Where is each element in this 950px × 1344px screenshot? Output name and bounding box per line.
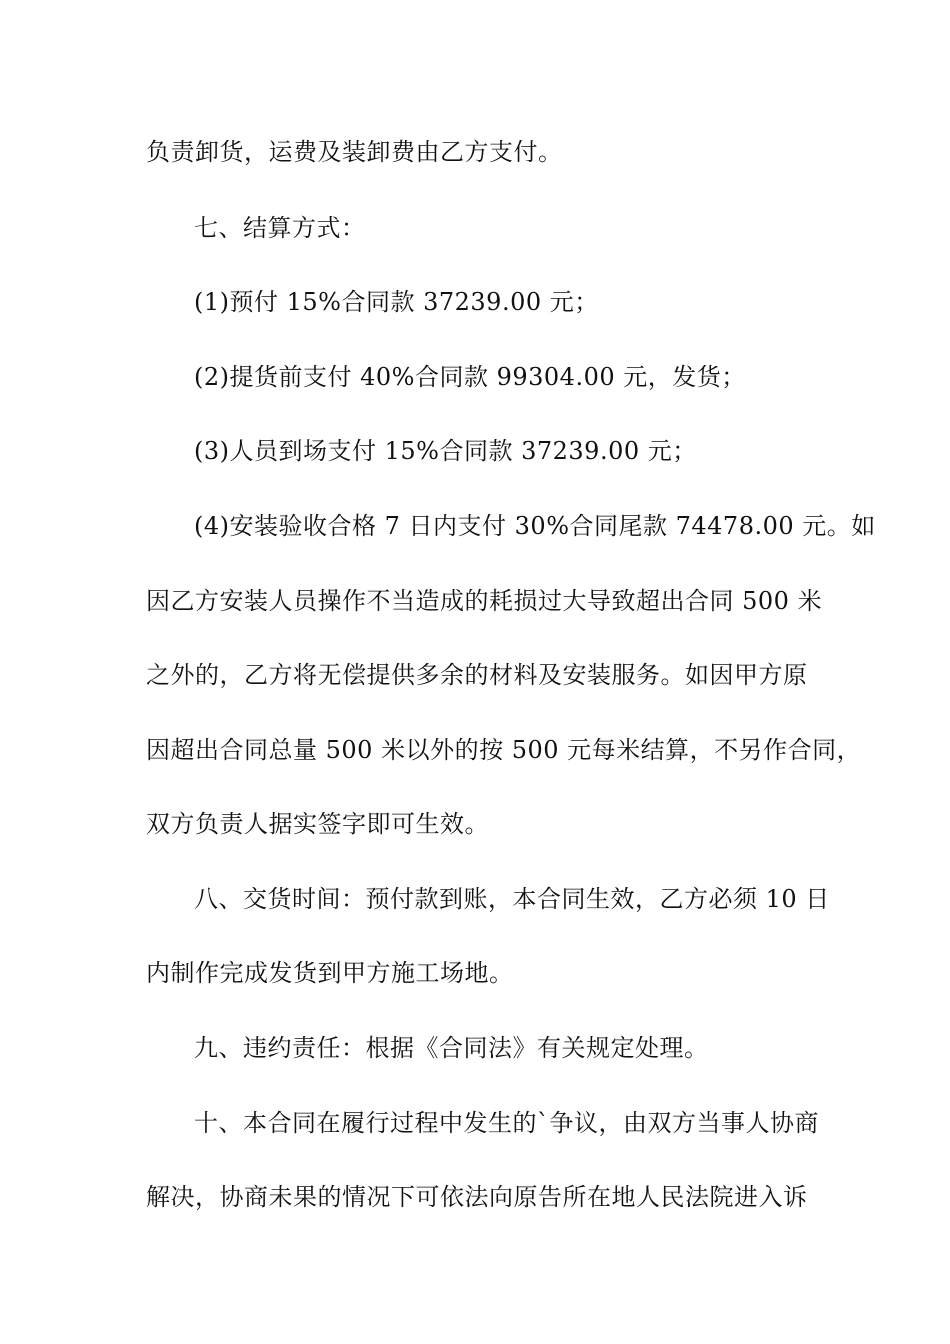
section-disputes: 十、本合同在履行过程中发生的`争议，由双方当事人协商: [194, 1109, 819, 1137]
paragraph-line: 双方负责人据实签字即可生效。: [146, 810, 489, 838]
section-liability: 九、违约责任：根据《合同法》有关规定处理。: [194, 1034, 709, 1062]
section-delivery-time: 八、交货时间：预付款到账，本合同生效，乙方必须 10 日: [194, 885, 830, 913]
payment-item-1: (1)预付 15%合同款 37239.00 元；: [194, 288, 599, 316]
paragraph-line: 负责卸货，运费及装卸费由乙方支付。: [146, 138, 563, 166]
paragraph-line: 之外的，乙方将无偿提供多余的材料及安装服务。如因甲方原: [146, 661, 808, 689]
payment-item-2: (2)提货前支付 40%合同款 99304.00 元，发货；: [194, 363, 746, 391]
paragraph-line: 内制作完成发货到甲方施工场地。: [146, 959, 514, 987]
paragraph-line: 因超出合同总量 500 米以外的按 500 元每米结算，不另作合同，: [146, 736, 862, 764]
payment-item-4: (4)安装验收合格 7 日内支付 30%合同尾款 74478.00 元。如: [194, 512, 876, 540]
paragraph-line: 解决，协商未果的情况下可依法向原告所在地人民法院进入诉: [146, 1183, 808, 1211]
paragraph-line: 因乙方安装人员操作不当造成的耗损过大导致超出合同 500 米: [146, 587, 823, 615]
section-heading-settlement: 七、结算方式：: [194, 214, 366, 242]
payment-item-3: (3)人员到场支付 15%合同款 37239.00 元；: [194, 437, 697, 465]
